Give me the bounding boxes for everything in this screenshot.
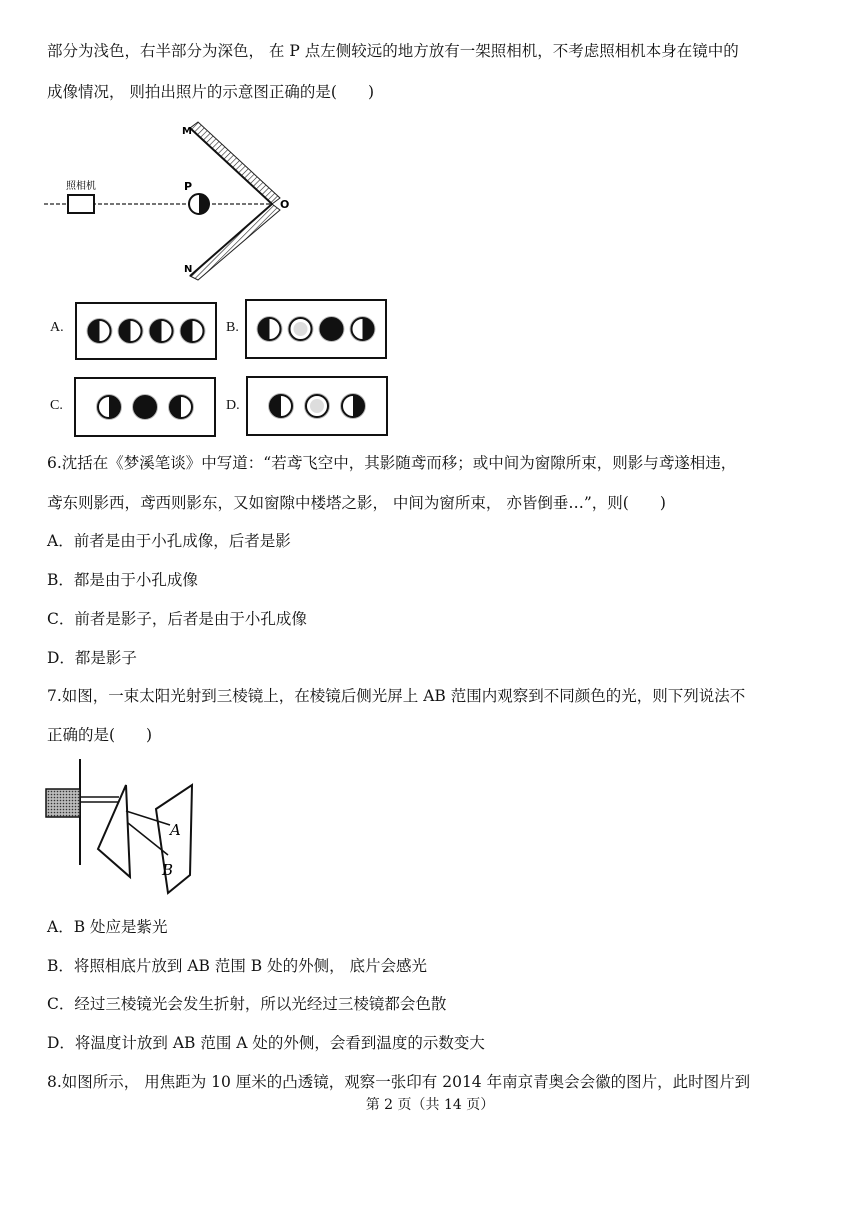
q7-option-c: C．经过三棱镜光会发生折射，所以光经过三棱镜都会色散 bbox=[47, 995, 447, 1013]
q6-option-d: D．都是影子 bbox=[47, 649, 137, 667]
p-label: P bbox=[184, 180, 193, 193]
q5-option-c-photo bbox=[74, 377, 216, 437]
camera-label: 照相机 bbox=[66, 181, 96, 192]
ball-icon bbox=[319, 316, 345, 342]
q5-option-d-photo bbox=[246, 376, 388, 436]
ball-icon bbox=[268, 393, 294, 419]
mirror-on bbox=[190, 204, 280, 280]
q5-mirror-diagram bbox=[44, 118, 304, 283]
q5-option-a-photo bbox=[75, 302, 217, 360]
ball-icon bbox=[180, 318, 206, 344]
q6-option-a: A．前者是由于小孔成像，后者是影 bbox=[47, 532, 291, 550]
n-label: N bbox=[184, 264, 193, 275]
q5-option-a-label: A. bbox=[50, 320, 64, 335]
q5-text-line-2: 成像情况， 则拍出照片的示意图正确的是( ) bbox=[47, 83, 375, 101]
q6-option-b: B．都是由于小孔成像 bbox=[47, 571, 198, 589]
q7-option-d: D．将温度计放到 AB 范围 A 处的外侧，会看到温度的示数变大 bbox=[47, 1034, 485, 1052]
ball-icon bbox=[288, 316, 314, 342]
q7-option-b: B．将照相底片放到 AB 范围 B 处的外侧， 底片会感光 bbox=[47, 957, 428, 975]
prism-icon bbox=[98, 785, 130, 877]
q7-text-line-2: 正确的是( ) bbox=[47, 726, 153, 744]
q8-text-line-1: 8.如图所示， 用焦距为 10 厘米的凸透镜，观察一张印有 2014 年南京青奥会会徽的图片，此时图片到 bbox=[47, 1073, 751, 1091]
ball-icon bbox=[149, 318, 175, 344]
ball-icon bbox=[350, 316, 376, 342]
q6-text-line-2: 鸢东则影西，鸢西则影东，又如窗隙中楼塔之影， 中间为窗所束， 亦皆倒垂…”，则( ) bbox=[47, 494, 666, 512]
ball-icon bbox=[340, 393, 366, 419]
mirror-om bbox=[190, 122, 280, 204]
q6-option-c: C．前者是影子，后者是由于小孔成像 bbox=[47, 610, 307, 628]
q5-option-d-label: D. bbox=[226, 398, 240, 413]
ball-icon bbox=[132, 394, 158, 420]
ball-icon bbox=[304, 393, 330, 419]
o-label: O bbox=[280, 198, 290, 211]
q7-prism-diagram bbox=[44, 757, 204, 905]
b-label: B bbox=[162, 861, 174, 879]
page-footer: 第 2 页（共 14 页） bbox=[365, 1097, 495, 1113]
camera-icon bbox=[68, 195, 94, 213]
q5-text-line-1: 部分为浅色，右半部分为深色， 在 P 点左侧较远的地方放有一架照相机，不考虑照相机本身在镜中的 bbox=[47, 42, 739, 60]
ball-icon bbox=[118, 318, 144, 344]
q7-option-a: A．B 处应是紫光 bbox=[47, 918, 168, 936]
a-label: A bbox=[170, 821, 181, 839]
m-label: M bbox=[182, 126, 192, 137]
ball-icon bbox=[96, 394, 122, 420]
q7-text-line-1: 7.如图，一束太阳光射到三棱镜上，在棱镜后侧光屏上 AB 范围内观察到不同颜色的光，则下列说法不 bbox=[47, 687, 746, 705]
q5-option-b-photo bbox=[245, 299, 387, 359]
ball-icon bbox=[87, 318, 113, 344]
ball-icon bbox=[257, 316, 283, 342]
q6-text-line-1: 6.沈括在《梦溪笔谈》中写道：“若鸢飞空中，其影随鸢而移；或中间为窗隙所束，则影与鸢遂相违， bbox=[47, 454, 737, 472]
q5-option-c-label: C. bbox=[50, 398, 63, 413]
q5-option-b-label: B. bbox=[226, 320, 239, 335]
ball-icon bbox=[168, 394, 194, 420]
